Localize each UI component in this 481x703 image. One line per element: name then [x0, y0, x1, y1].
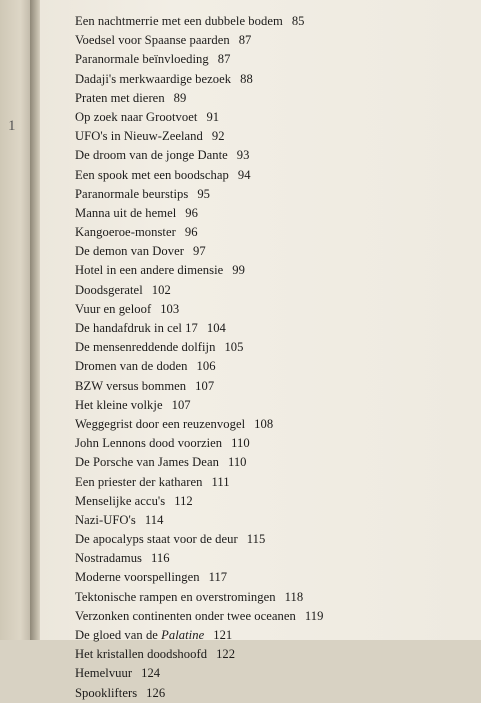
toc-entry [75, 588, 323, 607]
toc-entry-title: John Lennons dood voorzien [75, 436, 223, 451]
toc-entry-title: Het kristallen doodshoofd [75, 647, 208, 662]
toc-entry-title: Nostradamus [75, 551, 143, 566]
toc-entry [75, 377, 323, 396]
toc-entry [75, 166, 323, 185]
toc-entry-title: Nazi-UFO's [75, 512, 136, 527]
toc-entry-page-number: 96 [184, 225, 198, 240]
book-page [40, 0, 481, 700]
toc-entry-title: Dromen van de doden [75, 359, 188, 374]
toc-entry [75, 185, 323, 204]
toc-entry-title: Praten met dieren [75, 90, 165, 105]
toc-entry-title: De handafdruk in cel 17 [75, 321, 198, 335]
toc-entry-title: Manna uit de hemel [75, 205, 177, 220]
toc-entry [75, 664, 323, 683]
toc-entry-page-number: 87 [217, 52, 231, 67]
toc-entry-title: Een spook met een boodschap [75, 167, 229, 182]
toc-entry-title: Paranormale beurstips [75, 186, 189, 201]
toc-entry [75, 492, 323, 511]
toc-entry-page-number: 126 [146, 685, 166, 700]
toc-entry-page-number: 124 [141, 666, 161, 681]
toc-entry-title: Tektonische rampen en overstromingen [75, 589, 276, 604]
margin-mark: 1 [8, 118, 16, 134]
toc-entry [75, 319, 323, 338]
toc-entry-title: Hotel in een andere dimensie [75, 263, 224, 278]
toc-entry-title: Menselijke accu's [75, 493, 166, 508]
toc-entry [75, 338, 323, 357]
toc-entry [75, 12, 323, 31]
toc-entry [75, 453, 323, 472]
toc-entry [75, 549, 323, 568]
toc-entry-page-number: 122 [216, 647, 236, 662]
toc-entry [75, 50, 323, 69]
toc-entry-title: Een nachtmerrie met een dubbele bodem [75, 14, 283, 28]
toc-entry-page-number: 97 [192, 244, 206, 259]
toc-entry [75, 89, 323, 108]
toc-entry-title: Voedsel voor Spaanse paarden [75, 33, 230, 48]
toc-entry [75, 684, 323, 703]
toc-entry-title: Een priester der katharen [75, 474, 203, 489]
toc-entry [75, 261, 323, 280]
toc-entry-page-number: 110 [227, 455, 247, 470]
toc-entry-title: BZW versus bommen [75, 378, 187, 393]
toc-entry-page-number: 121 [213, 628, 233, 642]
toc-entry-page-number: 106 [196, 359, 216, 374]
toc-entry-title: De droom van de jonge Dante [75, 148, 228, 163]
toc-entry-title: Het kleine volkje [75, 397, 163, 412]
toc-entry-page-number: 95 [197, 186, 211, 201]
toc-entry-page-number: 115 [246, 532, 266, 547]
toc-entry-title-italic: Palatine [161, 628, 205, 642]
toc-entry [75, 530, 323, 549]
toc-entry-title: De demon van Dover [75, 244, 184, 259]
toc-entry-page-number: 94 [237, 167, 251, 182]
toc-entry-title: Hemelvuur [75, 666, 133, 681]
toc-entry-title: Spooklifters [75, 685, 138, 700]
toc-entry-title: Doodsgeratel [75, 282, 143, 297]
toc-entry-title: Paranormale beïnvloeding [75, 52, 209, 67]
toc-entry [75, 396, 323, 415]
toc-entry [75, 568, 323, 587]
toc-entry-page-number: 103 [160, 301, 180, 316]
toc-entry [75, 626, 323, 645]
toc-entry-title: Verzonken continenten onder twee oceanen [75, 608, 296, 623]
toc-entry-page-number: 102 [151, 282, 171, 297]
toc-entry-title: De Porsche van James Dean [75, 455, 219, 470]
toc-entry-page-number: 114 [144, 512, 164, 527]
toc-entry-title-text: De gloed van de [75, 628, 162, 642]
table-of-contents [75, 12, 323, 703]
toc-entry-page-number: 111 [211, 474, 230, 489]
toc-entry [75, 357, 323, 376]
toc-entry-page-number: 105 [224, 340, 244, 355]
toc-entry [75, 31, 323, 50]
toc-entry-page-number: 92 [211, 129, 225, 144]
toc-entry [75, 127, 323, 146]
toc-entry [75, 70, 323, 89]
toc-entry [75, 434, 323, 453]
toc-entry [75, 300, 323, 319]
toc-entry-page-number: 117 [208, 570, 228, 585]
toc-entry-page-number: 110 [231, 436, 250, 451]
toc-entry [75, 223, 323, 242]
previous-page [0, 0, 34, 640]
toc-entry [75, 146, 323, 165]
toc-entry-page-number: 96 [185, 205, 198, 220]
toc-entry-title: Vuur en geloof [75, 301, 152, 316]
toc-entry [75, 242, 323, 261]
toc-entry-page-number: 119 [304, 608, 324, 623]
toc-entry-title: De apocalyps staat voor de deur [75, 532, 238, 547]
toc-entry [75, 415, 323, 434]
toc-entry [75, 511, 323, 530]
toc-entry-page-number: 112 [174, 493, 193, 508]
toc-entry [75, 281, 323, 300]
toc-entry [75, 607, 323, 626]
toc-entry-page-number: 108 [254, 416, 274, 431]
toc-entry-title: Op zoek naar Grootvoet [75, 109, 198, 124]
toc-entry [75, 645, 323, 664]
toc-entry-title: UFO's in Nieuw-Zeeland [75, 129, 203, 144]
toc-entry-page-number: 93 [236, 148, 250, 163]
toc-entry-page-number: 107 [171, 397, 191, 412]
toc-entry-title: Weggegrist door een reuzenvogel [75, 416, 246, 431]
toc-entry-page-number: 91 [206, 109, 220, 124]
toc-entry-page-number: 89 [173, 90, 187, 105]
toc-entry-title: De mensenreddende dolfijn [75, 340, 216, 355]
toc-entry [75, 108, 323, 127]
toc-entry-page-number: 99 [232, 263, 245, 278]
toc-entry-page-number: 116 [151, 551, 170, 566]
toc-entry-page-number: 104 [206, 321, 226, 335]
toc-entry [75, 204, 323, 223]
toc-entry-page-number: 87 [238, 33, 252, 48]
toc-entry-title: Dadaji's merkwaardige bezoek [75, 71, 232, 86]
toc-entry-page-number: 118 [284, 589, 304, 604]
toc-entry-title: Moderne voorspellingen [75, 570, 200, 585]
toc-entry-title: Kangoeroe-monster [75, 225, 176, 240]
toc-entry-page-number: 107 [195, 378, 215, 393]
toc-entry-page-number: 85 [291, 14, 305, 28]
toc-entry-page-number: 88 [240, 71, 253, 86]
toc-entry [75, 473, 323, 492]
